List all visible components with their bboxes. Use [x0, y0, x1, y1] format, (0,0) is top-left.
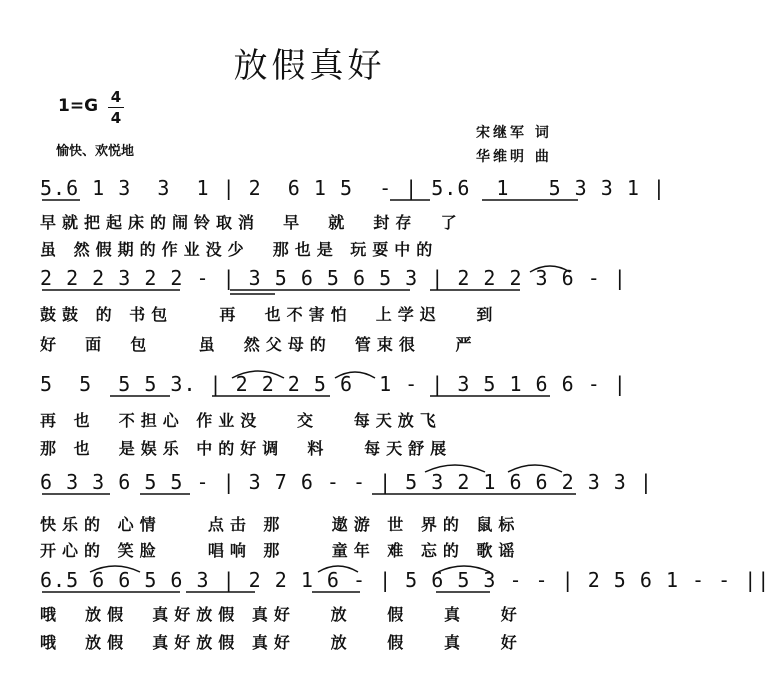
- key-signature: 1=G: [58, 96, 99, 116]
- notation-line-3: 5 5 5 5 3. | 2 2 2 5 6 1 - | 3 5 1 6 6 - |: [40, 372, 627, 396]
- lyric-line-4-verse-2: 开心的 笑脸 唱响 那 童年 难 忘的 歌谣: [40, 541, 521, 560]
- lyricist-credit: 宋继军 词: [476, 125, 552, 141]
- notation-line-4: 6 3 3 6 5 5 - | 3 7 6 - - | 5 3 2 1 6 6 2 3 3 |: [40, 470, 653, 494]
- lyric-line-5-verse-1: 哦 放假 真好放假 真好 放 假 真 好: [40, 605, 523, 624]
- lyric-line-3-verse-1: 再 也 不担心 作业没 交 每天放飞: [40, 411, 442, 430]
- time-signature: [108, 89, 124, 126]
- tempo-mood: 愉快、欢悦地: [56, 144, 135, 159]
- lyric-line-2-verse-1: 鼓鼓 的 书包 再 也不害怕 上学迟 到: [40, 305, 499, 324]
- lyric-line-1-verse-2: 虽 然假期的作业没少 那也是 玩耍中的: [40, 240, 439, 259]
- lyric-line-3-verse-2: 那 也 是娱乐 中的好调 料 每天舒展: [40, 439, 453, 458]
- lyric-line-2-verse-2: 好 面 包 虽 然父母的 管束很 严: [40, 335, 478, 354]
- time-signature-top: 4: [110, 88, 122, 106]
- song-title: 放假真好: [233, 46, 386, 86]
- notation-line-5: 6.5 6 6 5 6 3 | 2 2 1 6 - | 5 6 5 3 - - | 2 5 6 1 - - ||: [40, 568, 770, 592]
- composer-credit: 华维明 曲: [476, 149, 552, 165]
- lyric-line-1-verse-1: 早就把起床的闹铃取消 早 就 封存 了: [40, 213, 463, 232]
- lyric-line-4-verse-1: 快乐的 心情 点击 那 遨游 世 界的 鼠标: [40, 515, 521, 534]
- notation-line-1: 5.6 1 3 3 1 | 2 6 1 5 - | 5.6 1 5 3 3 1 |: [40, 176, 666, 200]
- time-signature-divider: [108, 107, 124, 108]
- notation-line-2: 2 2 2 3 2 2 - | 3 5 6 5 6 5 3 | 2 2 2 3 6 - |: [40, 266, 627, 290]
- time-signature-bottom: 4: [110, 109, 122, 127]
- lyric-line-5-verse-2: 哦 放假 真好放假 真好 放 假 真 好: [40, 633, 523, 652]
